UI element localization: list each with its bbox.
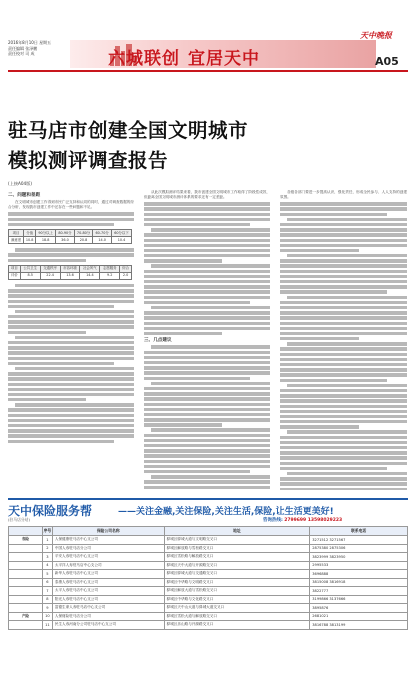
table-cell-name: 人保财险驻马店分公司 [52, 612, 164, 621]
table-cell: 22.4 [40, 272, 60, 279]
table-cell-addr: 驿城区中华路与文明路交叉口 [164, 578, 310, 587]
table-cell-tel: 3696888 [310, 570, 408, 579]
table-cell-num: 3 [42, 553, 52, 562]
ad-logo-sub: (驻马店分站) [8, 517, 30, 522]
table-cell-name: 新华人寿驻马店中心支公司 [52, 570, 164, 579]
table-row [9, 265, 132, 272]
table-cell-cat: 产险 [9, 612, 43, 621]
table-cell: 分值 [24, 230, 36, 237]
table-cell: 20.8 [74, 237, 93, 244]
table-cell-name: 人保健康驻马店中心支公司 [52, 536, 164, 545]
table-cell-num: 6 [42, 578, 52, 587]
table-header-row [9, 527, 408, 536]
table-cell-addr: 驿城区雪松路与解放路交叉口 [164, 553, 310, 562]
table-cell: 2.0 [120, 272, 132, 279]
table-cell-addr: 驿城区解放路与雪松路交叉口 [164, 544, 310, 553]
table-cell: 14.0 [93, 237, 112, 244]
article-headline [8, 116, 338, 176]
designer-line: 责任校对 司 成 [8, 51, 35, 56]
article-column-2 [144, 190, 270, 490]
table-cell: 9.2 [100, 272, 120, 279]
table-cell: 交通秩序 [40, 265, 60, 272]
table-cell-name: 富德生命人寿驻马店中心支公司 [52, 604, 164, 613]
table-cell-tel: 3815008 3816918 [310, 578, 408, 587]
paragraph: 从此次模拟测评结果来看，我市创建全国文明城市工作取得了阶段性成效，但距离全国文明城市测评体系的要求还有一定差距。 [144, 190, 270, 200]
table-row [9, 621, 408, 630]
table-cell: 满意度 [9, 237, 24, 244]
headline-line-2: 模拟测评调查报告 [8, 149, 169, 172]
table-cell-cat [9, 544, 43, 553]
table-cell-name: 民生人寿河南分公司驻马店中心支公司 [52, 621, 164, 630]
table-header: 地址 [164, 527, 310, 536]
table-cell-addr: 驿城区驿城大道与文明路交叉口 [164, 536, 310, 545]
insurer-table [8, 526, 408, 630]
table-cell-addr: 驿城区天中山大道与驿城大道交叉口 [164, 604, 310, 613]
table-cell-cat [9, 561, 43, 570]
table-header: 序号 [42, 527, 52, 536]
table-row [9, 536, 408, 545]
table-cell-addr: 驿城区驿城大道与交通路交叉口 [164, 570, 310, 579]
table-cell-num: 8 [42, 595, 52, 604]
table-cell-tel: 3822777 [310, 587, 408, 596]
table-cell: 10.4 [111, 237, 131, 244]
table-cell: 14.4 [80, 272, 100, 279]
table-cell-addr: 驿城区乐山路与开源路交叉口 [164, 621, 310, 630]
table-cell-cat [9, 578, 43, 587]
table-cell: 70-80分 [74, 230, 93, 237]
table-cell-tel: 3895876 [310, 604, 408, 613]
ad-logo: 天中保险服务帮 [8, 504, 93, 518]
table-cell-name: 太平洋人寿驻马店中心支公司 [52, 561, 164, 570]
table-cell: 36.0 [56, 237, 75, 244]
table-cell-num: 5 [42, 570, 52, 579]
section-title-b: 宜居天中 [188, 49, 260, 69]
insurer-rows [9, 536, 408, 630]
table-cell-num: 11 [42, 621, 52, 630]
table-cell-addr: 驿城区解放大道与雪松路交叉口 [164, 587, 310, 596]
table-row [9, 237, 132, 244]
table-cell: 综合 [120, 265, 132, 272]
section-title-a: 六城联创 [108, 49, 180, 69]
table-cell: 60-70分 [93, 230, 112, 237]
table-cell: 项目 [9, 230, 24, 237]
paragraph: 在文明城市创建工作得到市民广泛支持和认同的同时，通过对调查数据的综合分析，发现我市创建工作中还存在一些问题和不足。 [8, 200, 134, 210]
table-cell-num: 4 [42, 561, 52, 570]
ad-header [8, 502, 408, 524]
table-cell-cat [9, 570, 43, 579]
page-number: A05 [375, 55, 399, 68]
table-row [9, 544, 408, 553]
table-cell-tel: 3816788 3813199 [310, 621, 408, 630]
evaluation-table [8, 265, 132, 280]
table-cell-num: 10 [42, 612, 52, 621]
table-cell-tel: 3271512 3271567 [310, 536, 408, 545]
score-table [8, 229, 132, 244]
table-cell: 8.5 [20, 272, 40, 279]
hotline-number: 2799699 13598029223 [284, 518, 343, 523]
table-cell-num: 2 [42, 544, 52, 553]
table-cell: 评价 [9, 272, 21, 279]
hotline-label: 咨询热线: [263, 518, 283, 523]
table-row [9, 570, 408, 579]
table-cell-cat [9, 587, 43, 596]
article-column-1 [8, 190, 134, 490]
table-cell-name: 阳光人寿驻马店中心支公司 [52, 595, 164, 604]
table-cell-cat [9, 553, 43, 562]
table-cell: 13.6 [60, 272, 80, 279]
table-cell: 社会风气 [80, 265, 100, 272]
table-cell-cat [9, 604, 43, 613]
table-cell-tel: 2875380 2875306 [310, 544, 408, 553]
table-cell-name: 泰康人寿驻马店中心支公司 [52, 578, 164, 587]
table-row [9, 561, 408, 570]
table-cell: 80-90分 [56, 230, 75, 237]
section-title [108, 44, 260, 69]
table-cell-tel: 3823999 3823950 [310, 553, 408, 562]
table-cell-tel: 3199866 3137666 [310, 595, 408, 604]
section-heading-2: 二、问题和差距 [8, 193, 41, 198]
table-row [9, 595, 408, 604]
table-cell: 项目 [9, 265, 21, 272]
table-cell-addr: 驿城区天中大道与开源路交叉口 [164, 561, 310, 570]
table-cell: 90分以上 [36, 230, 56, 237]
table-cell-num: 9 [42, 604, 52, 613]
table-row [9, 553, 408, 562]
article-byline: (上接A04版) [8, 181, 33, 186]
table-header [9, 527, 43, 536]
table-cell-cat [9, 621, 43, 630]
table-row [9, 587, 408, 596]
table-cell-num: 7 [42, 587, 52, 596]
section-heading-3: 三、几点建议 [144, 338, 172, 344]
ad-hotline [263, 517, 342, 523]
page-meta [8, 40, 51, 57]
table-row [9, 604, 408, 613]
article-column-3 [280, 190, 407, 490]
table-cell-name: 太平人寿驻马店中心支公司 [52, 587, 164, 596]
table-cell: 10.8 [24, 237, 36, 244]
table-row [9, 578, 408, 587]
table-cell-cat: 寿险 [9, 536, 43, 545]
paper-logo: 天中晚报 [360, 30, 392, 40]
table-cell-addr: 驿城区雪松大道与解放路交叉口 [164, 612, 310, 621]
table-cell: 志愿服务 [100, 265, 120, 272]
table-row [9, 612, 408, 621]
editor-line: 责任编辑 张泽鹏 [8, 45, 38, 51]
ad-slogan: ——关注金融,关注保险,关注生活,保险,让生活更美好! [118, 507, 334, 517]
table-cell: 公共卫生 [20, 265, 40, 272]
table-row [9, 230, 132, 237]
headline-line-1: 驻马店市创建全国文明城市 [8, 119, 249, 142]
table-cell: 18.8 [36, 237, 56, 244]
table-cell-tel: 2995533 [310, 561, 408, 570]
table-cell-cat [9, 595, 43, 604]
table-cell-tel: 2681021 [310, 612, 408, 621]
table-cell-num: 1 [42, 536, 52, 545]
ad-divider [8, 498, 408, 500]
table-cell: 市容环境 [60, 265, 80, 272]
table-cell: 60分以下 [111, 230, 131, 237]
table-row [9, 272, 132, 279]
date-line: 2016年8月10日 星期五 [8, 40, 52, 45]
table-header: 联系电话 [310, 527, 408, 536]
table-cell-name: 中国人寿驻马店分公司 [52, 544, 164, 553]
table-cell-addr: 驿城区中华路与文化路交叉口 [164, 595, 310, 604]
table-header: 保险公司名称 [52, 527, 164, 536]
header-divider [8, 70, 408, 72]
table-cell-name: 平安人寿驻马店中心支公司 [52, 553, 164, 562]
paragraph: 各级各部门要进一步提高认识，强化责任，形成全民参与、人人支持的创建氛围。 [280, 190, 407, 200]
